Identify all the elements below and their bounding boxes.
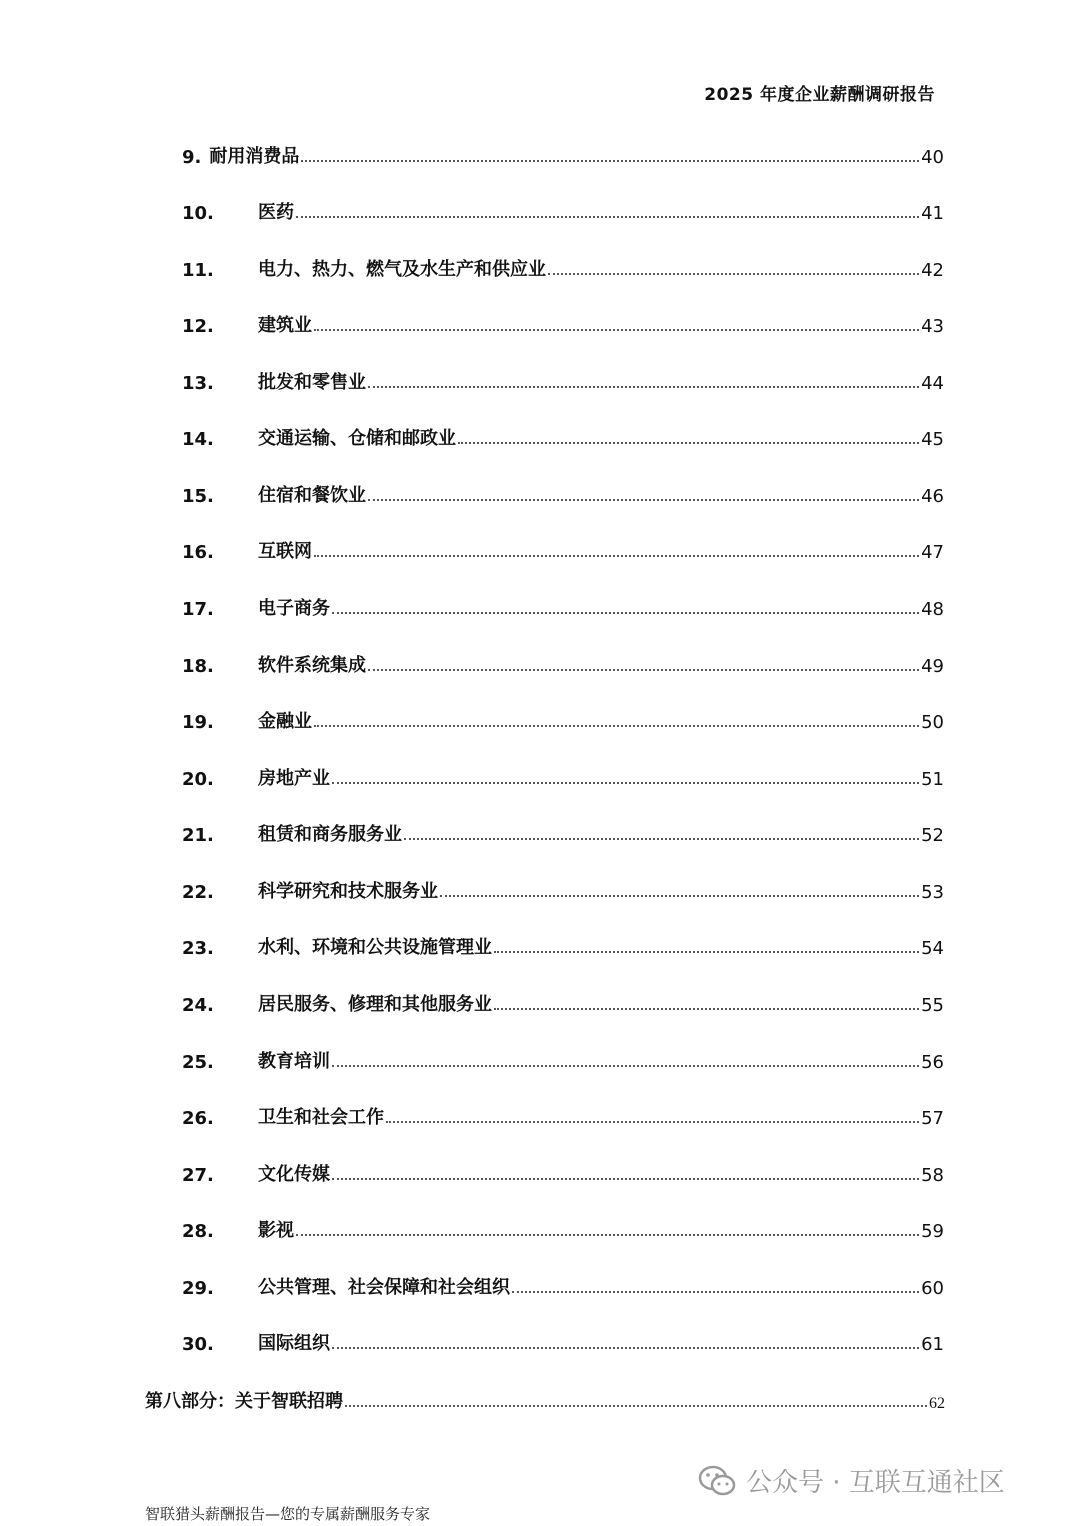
toc-dot-leader	[404, 838, 919, 840]
toc-entry-page: 41	[921, 203, 944, 224]
toc-entry-number: 12.	[182, 316, 214, 337]
toc-entry-page: 49	[921, 656, 944, 677]
toc-entry[interactable]	[182, 590, 944, 620]
toc-entry-number: 28.	[182, 1221, 214, 1242]
toc-entry[interactable]	[182, 1269, 944, 1299]
toc-entry-page: 58	[921, 1165, 944, 1186]
toc-entry[interactable]	[182, 533, 944, 563]
toc-entry-number: 24.	[182, 995, 214, 1016]
toc-entry-number: 26.	[182, 1108, 214, 1129]
toc-entry[interactable]	[182, 364, 944, 394]
toc-entry-label: 住宿和餐饮业	[258, 485, 366, 506]
toc-entry-page: 61	[921, 1334, 944, 1355]
toc-entry-page: 56	[921, 1052, 944, 1073]
toc-dot-leader	[386, 1121, 919, 1123]
toc-dot-leader	[314, 329, 919, 331]
toc-dot-leader	[332, 782, 919, 784]
toc-entry[interactable]	[182, 1156, 944, 1186]
toc-entry[interactable]	[182, 477, 944, 507]
toc-dot-leader	[332, 1178, 919, 1180]
toc-entry-label: 水利、环境和公共设施管理业	[258, 937, 492, 958]
toc-dot-leader	[494, 1008, 919, 1010]
toc-dot-leader	[332, 1347, 919, 1349]
toc-section-page: 62	[929, 1395, 945, 1412]
toc-entry-label: 影视	[258, 1220, 294, 1241]
watermark	[698, 1462, 1005, 1499]
toc-entry[interactable]	[182, 1212, 944, 1242]
toc-entry-page: 57	[921, 1108, 944, 1129]
toc-dot-leader	[296, 1234, 919, 1236]
toc-dot-leader	[332, 1065, 919, 1067]
toc-dot-leader	[314, 555, 919, 557]
toc-entry[interactable]	[182, 138, 944, 168]
toc-entry-number: 9.	[182, 147, 202, 168]
toc-dot-leader	[512, 1291, 919, 1293]
toc-entry-page: 44	[921, 373, 944, 394]
page-footer-text: 智联猎头薪酬报告—您的专属薪酬服务专家	[145, 1505, 431, 1523]
toc-entry-number: 13.	[182, 373, 214, 394]
toc-entry-number: 11.	[182, 260, 214, 281]
toc-entry-label: 文化传媒	[258, 1164, 330, 1185]
toc-dot-leader	[368, 386, 919, 388]
toc-entry-label: 建筑业	[258, 315, 312, 336]
toc-entry-page: 59	[921, 1221, 944, 1242]
toc-entry-number: 10.	[182, 203, 214, 224]
toc-entry[interactable]	[182, 1099, 944, 1129]
toc-dot-leader	[368, 499, 919, 501]
toc-entry[interactable]	[182, 647, 944, 677]
toc-entry-number: 29.	[182, 1278, 214, 1299]
page-header-title: 2025 年度企业薪酬调研报告	[704, 85, 935, 105]
toc-entry[interactable]	[182, 986, 944, 1016]
toc-entry-label: 交通运输、仓储和邮政业	[258, 428, 456, 449]
toc-entry-page: 46	[921, 486, 944, 507]
toc-entry-label: 医药	[258, 202, 294, 223]
toc-entry-label: 教育培训	[258, 1051, 330, 1072]
toc-entry-page: 48	[921, 599, 944, 620]
toc-entry-number: 15.	[182, 486, 214, 507]
toc-entry[interactable]	[182, 1043, 944, 1073]
toc-entry-number: 14.	[182, 429, 214, 450]
toc-entry-number: 27.	[182, 1165, 214, 1186]
toc-dot-leader	[368, 669, 919, 671]
toc-entry-label: 科学研究和技术服务业	[258, 881, 438, 902]
toc-dot-leader	[548, 273, 919, 275]
toc-entry-page: 60	[921, 1278, 944, 1299]
wechat-icon	[698, 1464, 736, 1498]
toc-entry-page: 47	[921, 542, 944, 563]
toc-entry-label: 房地产业	[258, 768, 330, 789]
toc-entry[interactable]	[182, 420, 944, 450]
toc-entry-number: 17.	[182, 599, 214, 620]
toc-entry-number: 23.	[182, 938, 214, 959]
toc-entry-label: 电子商务	[258, 598, 330, 619]
toc-entry-page: 55	[921, 995, 944, 1016]
toc-entry-page: 54	[921, 938, 944, 959]
toc-entry-label: 互联网	[258, 541, 312, 562]
toc-dot-leader	[440, 895, 919, 897]
toc-dot-leader	[494, 951, 919, 953]
toc-entry[interactable]	[182, 251, 944, 281]
toc-entry[interactable]	[182, 929, 944, 959]
toc-entry-number: 21.	[182, 825, 214, 846]
toc-entry-number: 22.	[182, 882, 214, 903]
toc-entry-label: 租赁和商务服务业	[258, 824, 402, 845]
toc-entry-label: 居民服务、修理和其他服务业	[258, 994, 492, 1015]
toc-entry-label: 耐用消费品	[209, 146, 300, 167]
toc-entry-page: 45	[921, 429, 944, 450]
toc-entry[interactable]	[182, 194, 944, 224]
toc-entry-label: 卫生和社会工作	[258, 1107, 384, 1128]
toc-entry[interactable]	[182, 873, 944, 903]
toc-dot-leader	[458, 442, 919, 444]
toc-dot-leader	[345, 1405, 927, 1407]
toc-section-entry[interactable]	[145, 1383, 945, 1413]
toc-entry[interactable]	[182, 1325, 944, 1355]
toc-entry-page: 50	[921, 712, 944, 733]
watermark-text: 公众号 · 互联互通社区	[746, 1468, 1005, 1498]
toc-entry-page: 53	[921, 882, 944, 903]
toc-entry-label: 电力、热力、燃气及水生产和供应业	[258, 259, 546, 280]
toc-section-label: 第八部分：关于智联招聘	[145, 1391, 343, 1412]
toc-entry[interactable]	[182, 760, 944, 790]
toc-entry[interactable]	[182, 816, 944, 846]
toc-entry-label: 公共管理、社会保障和社会组织	[258, 1277, 510, 1298]
toc-entry-number: 18.	[182, 656, 214, 677]
toc-dot-leader	[332, 612, 919, 614]
toc-entry-page: 40	[921, 147, 944, 168]
toc-entry-label: 软件系统集成	[258, 655, 366, 676]
toc-entry-number: 30.	[182, 1334, 214, 1355]
toc-entry-page: 52	[921, 825, 944, 846]
toc-entry-number: 25.	[182, 1052, 214, 1073]
toc-entry-number: 19.	[182, 712, 214, 733]
toc-entry-label: 金融业	[258, 711, 312, 732]
toc-entry-label: 批发和零售业	[258, 372, 366, 393]
toc-dot-leader	[314, 725, 919, 727]
toc-entry-number: 16.	[182, 542, 214, 563]
toc-entry-page: 42	[921, 260, 944, 281]
toc-dot-leader	[296, 216, 919, 218]
toc-entry-page: 43	[921, 316, 944, 337]
toc-entry-page: 51	[921, 769, 944, 790]
toc-entry-number: 20.	[182, 769, 214, 790]
toc-dot-leader	[301, 160, 919, 162]
toc-entry[interactable]	[182, 307, 944, 337]
toc-entry-label: 国际组织	[258, 1333, 330, 1354]
toc-entry[interactable]	[182, 703, 944, 733]
